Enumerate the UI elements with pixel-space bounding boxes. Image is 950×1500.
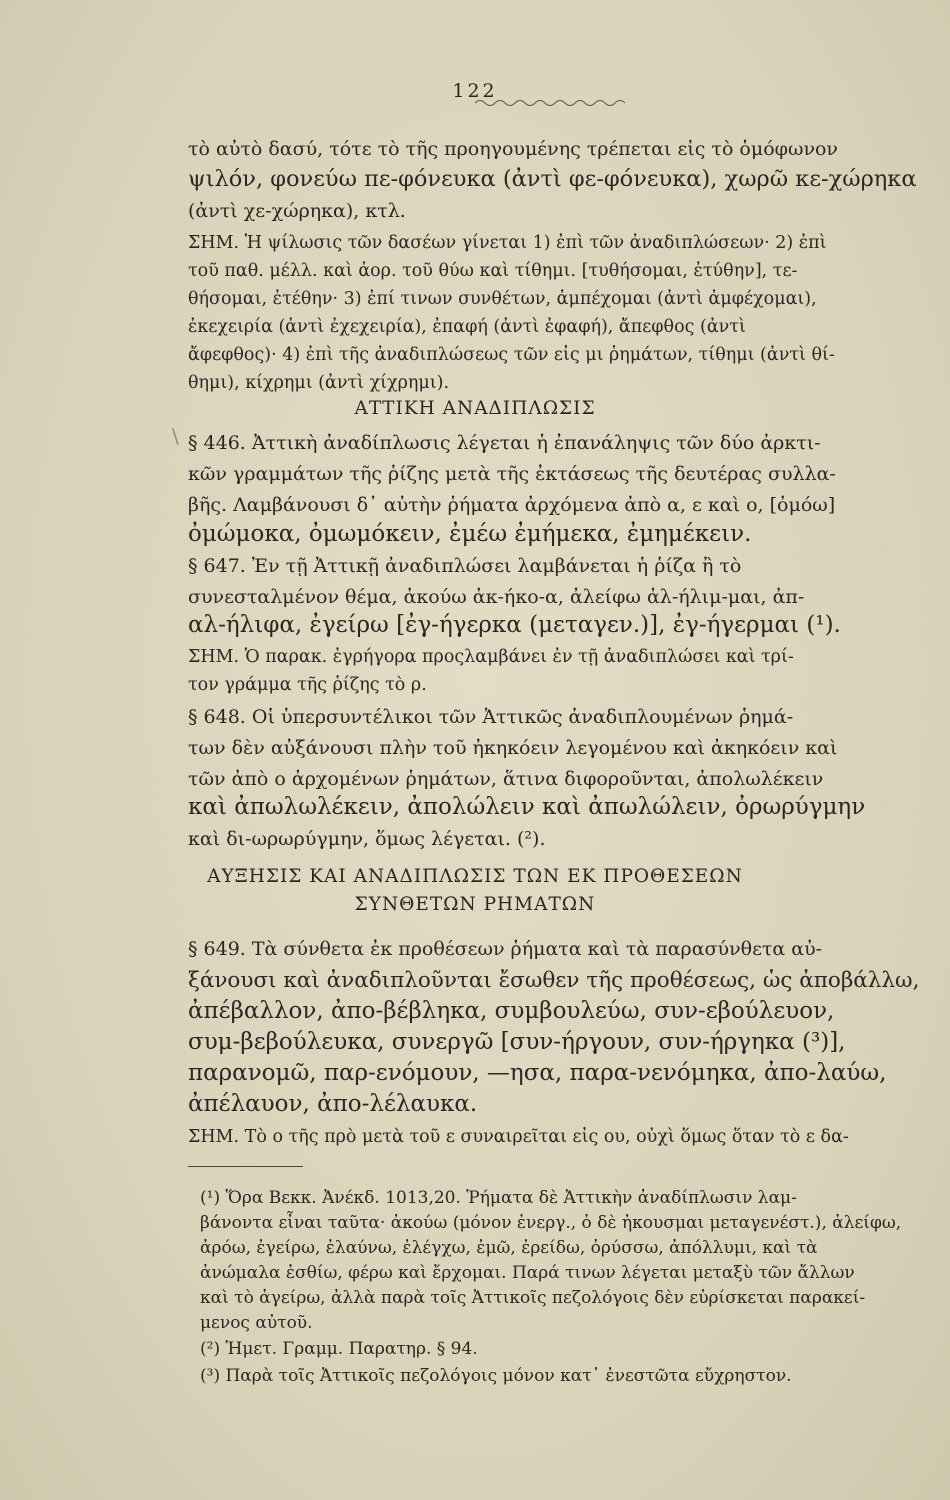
text-line: § 446. Ἀττικὴ ἀναδίπλωσις λέγεται ἡ ἐπανάληψις τῶν δύο ἀρκτι- — [188, 432, 821, 454]
text-line: § 648. Οἱ ὑπερσυντέλικοι τῶν Ἀττικῶς ἀναδιπλουμένων ῥημά- — [188, 706, 794, 728]
footnote-line: (²) Ἡμετ. Γραμμ. Παρατηρ. § 94. — [200, 1339, 478, 1359]
text-line: ἀπέβαλλον, ἀπο-βέβληκα, συμβουλεύω, συν-εβούλευον, — [188, 998, 835, 1024]
text-line: κῶν γραμμάτων τῆς ῥίζης μετὰ τῆς ἐκτάσεως τῆς δευτέρας συλλα- — [188, 463, 836, 485]
footnote-line: (³) Παρὰ τοῖς Ἀττικοῖς πεζολόγοις μόνον κατ᾽ ἐνεστῶτα εὔχρηστον. — [200, 1366, 792, 1386]
text-line: παρανομῶ, παρ-ενόμουν, —ησα, παρα-νενόμηκα, ἀπο-λαύω, — [188, 1060, 887, 1086]
text-line: ψιλόν, φονεύω πε-φόνευκα (ἀντὶ φε-φόνευκα), χωρῶ κε-χώρηκα — [188, 166, 917, 192]
note-line: τοῦ παθ. μέλλ. καὶ ἀορ. τοῦ θύω καὶ τίθημι. [τυθήσομαι, ἐτύθην], τε- — [188, 261, 798, 281]
text-line: ἀπέλαυον, ἀπο-λέλαυκα. — [188, 1091, 478, 1117]
note-line: ΣΗΜ. Τὸ ο τῆς πρὸ μετὰ τοῦ ε συναιρεῖται εἰς ου, οὐχὶ ὅμως ὅταν τὸ ε δα- — [188, 1127, 849, 1147]
footnote-line: ἀρόω, ἐγείρω, ἐλαύνω, ἐλέγχω, ἐμῶ, ἐρείδω, ὀρύσσω, ἀπόλλυμι, καὶ τὰ — [200, 1238, 818, 1258]
ornament-wave-icon — [475, 96, 625, 110]
section-heading: ΑΤΤΙΚΗ ΑΝΑΔΙΠΛΩΣΙΣ — [354, 398, 596, 419]
text-line: συμ-βεβούλευκα, συνεργῶ [συν-ήργουν, συν-ήργηκα (³)], — [188, 1029, 846, 1055]
note-line: θήσομαι, ἐτέθην· 3) ἐπί τινων συνθέτων, ἀμπέχομαι (ἀντὶ ἀμφέχομαι), — [188, 289, 817, 309]
text-line: § 647. Ἐν τῇ Ἀττικῇ ἀναδιπλώσει λαμβάνεται ἡ ῥίζα ἢ τὸ — [188, 555, 742, 577]
text-line: αλ-ήλιφα, ἐγείρω [ἐγ-ήγερκα (μεταγεν.)], ἐγ-ήγερμαι (¹). — [188, 612, 841, 638]
page-number: 122 — [452, 80, 498, 102]
text-line: καὶ δι-ωρωρύγμην, ὅμως λέγεται. (²). — [188, 828, 546, 850]
text-line: συνεσταλμένον θέμα, ἀκούω ἀκ-ήκο-α, ἀλείφω ἀλ-ήλιμ-μαι, ἀπ- — [188, 586, 805, 608]
text-line: των δὲν αὐξάνουσι πλὴν τοῦ ἠκηκόειν λεγομένου καὶ ἀκηκόειν καὶ — [188, 737, 838, 759]
text-line: βῆς. Λαμβάνουσι δ᾽ αὐτὴν ῥήματα ἀρχόμενα ἀπὸ α, ε καὶ ο, [ὀμόω] — [188, 494, 836, 516]
text-line: (ἀντὶ χε-χώρηκα), κτλ. — [188, 200, 406, 222]
section-heading: ΑΥΞΗΣΙΣ ΚΑΙ ΑΝΑΔΙΠΛΩΣΙΣ ΤΩΝ ΕΚ ΠΡΟΘΕΣΕΩΝ — [207, 866, 743, 887]
text-line: ξάνουσι καὶ ἀναδιπλοῦνται ἔσωθεν τῆς προθέσεως, ὡς ἀποβάλλω, — [188, 968, 920, 993]
footnote-line: καὶ τὸ ἀγείρω, ἀλλὰ παρὰ τοῖς Ἀττικοῖς πεζολόγοις δὲν εὑρίσκεται παρακεί- — [200, 1288, 866, 1308]
margin-mark: \ — [172, 424, 179, 448]
footnote-line: ἀνώμαλα ἐσθίω, φέρω καὶ ἔρχομαι. Παρά τινων λέγεται μεταξὺ τῶν ἄλλων — [200, 1263, 855, 1283]
footnote-line: βάνοντα εἶναι ταῦτα· ἀκούω (μόνον ἐνεργ., ὁ δὲ ἠκουσμαι μεταγενέστ.), ἀλείφω, — [200, 1213, 902, 1233]
section-heading: ΣΥΝΘΕΤΩΝ ΡΗΜΑΤΩΝ — [354, 894, 596, 915]
text-line: τῶν ἀπὸ ο ἀρχομένων ῥημάτων, ἅτινα διφοροῦνται, ἀπολωλέκειν — [188, 768, 824, 790]
note-line: ΣΗΜ. Ἡ ψίλωσις τῶν δασέων γίνεται 1) ἐπὶ τῶν ἀναδιπλώσεων· 2) ἐπὶ — [188, 233, 827, 253]
text-line: καὶ ἀπωλωλέκειν, ἀπολώλειν καὶ ἀπωλώλειν, ὀρωρύγμην — [188, 794, 866, 820]
note-line: ΣΗΜ. Ὁ παρακ. ἐγρήγορα προςλαμβάνει ἐν τῇ ἀναδιπλώσει καὶ τρί- — [188, 647, 794, 667]
note-line: θημι), κίχρημι (ἀντὶ χίχρημι). — [188, 373, 450, 393]
text-line: ὀμώμοκα, ὀμωμόκειν, ἐμέω ἐμήμεκα, ἐμημέκειν. — [188, 521, 752, 547]
note-line: ἄφεφθος)· 4) ἐπὶ τῆς ἀναδιπλώσεως τῶν εἰς μι ῥημάτων, τίθημι (ἀντὶ θί- — [188, 345, 835, 365]
text-line: § 649. Τὰ σύνθετα ἐκ προθέσεων ῥήματα καὶ τὰ παρασύνθετα αὐ- — [188, 938, 823, 960]
note-line: ἐκεχειρία (ἀντὶ ἐχεχειρία), ἐπαφή (ἀντὶ ἐφαφή), ἄπεφθος (ἀντὶ — [188, 317, 746, 337]
footnote-line: μενος αὐτοῦ. — [200, 1313, 313, 1333]
footnote-line: (¹) Ὅρα Βεκκ. Ἀνέκδ. 1013,20. Ῥήματα δὲ Ἀττικὴν ἀναδίπλωσιν λαμ- — [200, 1188, 797, 1208]
note-line: τον γράμμα τῆς ῥίζης τὸ ρ. — [188, 675, 427, 695]
text-line: τὸ αὐτὸ δασύ, τότε τὸ τῆς προηγουμένης τρέπεται εἰς τὸ ὁμόφωνον — [188, 138, 838, 160]
footnote-rule — [188, 1166, 303, 1167]
